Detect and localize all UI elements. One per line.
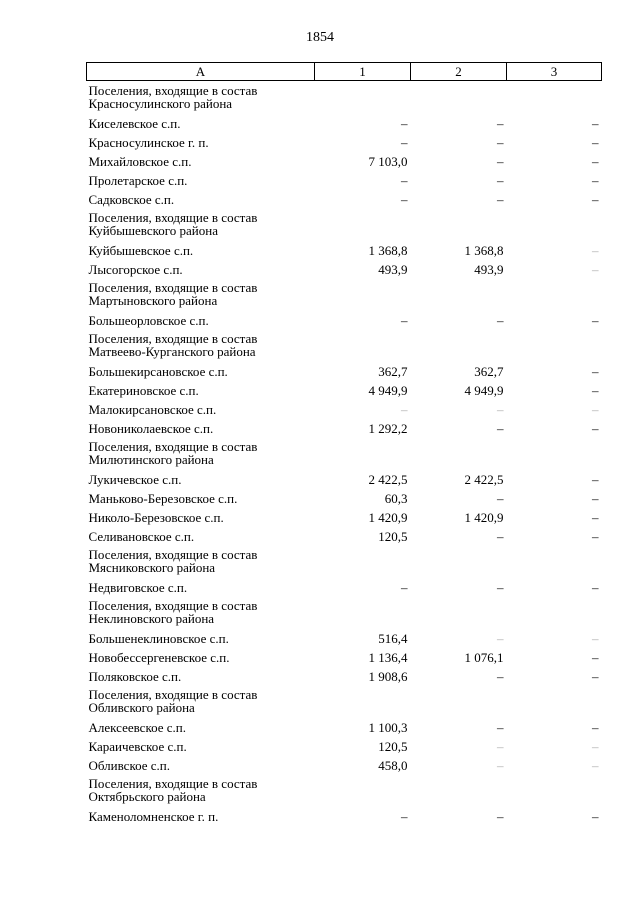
value-col-2: 1 368,8 — [464, 243, 504, 258]
table-row — [87, 647, 602, 666]
empty-cell — [315, 329, 411, 361]
settlement-name: Михайловское с.п. — [88, 154, 192, 169]
value-col-2: – — [497, 529, 504, 544]
settlement-name: Екатериновское с.п. — [88, 383, 199, 398]
empty-cell — [315, 437, 411, 469]
table-row — [87, 526, 602, 545]
value-col-2: – — [497, 580, 504, 595]
table-row — [87, 310, 602, 329]
settlement-name: Алексеевское с.п. — [88, 720, 186, 735]
value-col-3: – — [592, 491, 599, 506]
value-col-2: – — [497, 758, 504, 773]
table-row — [87, 469, 602, 488]
value-col-3: – — [592, 383, 599, 398]
value-col-2: – — [497, 116, 504, 131]
table-row — [87, 151, 602, 170]
value-col-3: – — [592, 720, 599, 735]
empty-cell — [411, 545, 507, 577]
value-col-2: – — [497, 313, 504, 328]
settlement-name: Садковское с.п. — [88, 192, 175, 207]
settlement-name: Пролетарское с.п. — [88, 173, 188, 188]
value-col-3: – — [592, 472, 599, 487]
empty-cell — [315, 278, 411, 310]
value-col-2: – — [497, 739, 504, 754]
empty-cell — [411, 329, 507, 361]
table-row — [87, 399, 602, 418]
empty-cell — [507, 81, 602, 114]
value-col-1: 2 422,5 — [368, 472, 408, 487]
value-col-2: 1 420,9 — [464, 510, 504, 525]
value-col-1: – — [401, 192, 408, 207]
value-col-3: – — [592, 402, 599, 417]
settlement-name: Поляковское с.п. — [88, 669, 182, 684]
column-header-1: 1 — [315, 63, 411, 81]
value-col-3: – — [592, 135, 599, 150]
value-col-1: – — [401, 313, 408, 328]
value-col-2: 493,9 — [474, 262, 504, 277]
empty-cell — [507, 329, 602, 361]
value-col-1: 1 368,8 — [368, 243, 408, 258]
value-col-3: – — [592, 262, 599, 277]
settlement-name: Большеорловское с.п. — [88, 313, 209, 328]
value-col-1: 362,7 — [378, 364, 408, 379]
group-header-row — [87, 774, 602, 806]
value-col-1: 1 136,4 — [368, 650, 408, 665]
settlement-name: Николо-Березовское с.п. — [88, 510, 224, 525]
settlement-name: Большенеклиновское с.п. — [88, 631, 229, 646]
settlement-name: Каменоломненское г. п. — [88, 809, 219, 824]
empty-cell — [411, 774, 507, 806]
table-row — [87, 755, 602, 774]
column-header-2: 2 — [411, 63, 507, 81]
table-row — [87, 717, 602, 736]
empty-cell — [315, 545, 411, 577]
value-col-2: – — [497, 402, 504, 417]
value-col-3: – — [592, 364, 599, 379]
empty-cell — [411, 437, 507, 469]
group-header-label: Поселения, входящие в состав Куйбышевского района — [88, 210, 258, 238]
value-col-2: – — [497, 720, 504, 735]
value-col-2: – — [497, 173, 504, 188]
value-col-3: – — [592, 809, 599, 824]
table-row — [87, 806, 602, 825]
value-col-1: – — [401, 173, 408, 188]
group-header-row — [87, 81, 602, 114]
value-col-1: 120,5 — [378, 529, 408, 544]
group-header-row — [87, 208, 602, 240]
empty-cell — [507, 685, 602, 717]
value-col-3: – — [592, 510, 599, 525]
empty-cell — [411, 596, 507, 628]
table-row — [87, 132, 602, 151]
value-col-2: – — [497, 669, 504, 684]
value-col-1: 4 949,9 — [368, 383, 408, 398]
settlement-name: Селивановское с.п. — [88, 529, 195, 544]
column-header-a: А — [87, 63, 315, 81]
value-col-1: 60,3 — [384, 491, 408, 506]
empty-cell — [411, 278, 507, 310]
value-col-3: – — [592, 650, 599, 665]
value-col-1: 7 103,0 — [368, 154, 408, 169]
group-header-label: Поселения, входящие в состав Обливского района — [88, 687, 258, 715]
group-header-row — [87, 278, 602, 310]
settlement-name: Маньково-Березовское с.п. — [88, 491, 238, 506]
empty-cell — [411, 81, 507, 114]
group-header-label: Поселения, входящие в состав Милютинского района — [88, 439, 258, 467]
value-col-3: – — [592, 529, 599, 544]
value-col-3: – — [592, 313, 599, 328]
value-col-1: 1 292,2 — [368, 421, 408, 436]
value-col-2: – — [497, 154, 504, 169]
value-col-3: – — [592, 758, 599, 773]
table-row — [87, 666, 602, 685]
table-row — [87, 170, 602, 189]
group-header-label: Поселения, входящие в состав Мясниковского района — [88, 547, 258, 575]
value-col-3: – — [592, 192, 599, 207]
table-row — [87, 488, 602, 507]
empty-cell — [411, 208, 507, 240]
settlement-name: Большекирсановское с.п. — [88, 364, 228, 379]
table-row — [87, 361, 602, 380]
value-col-2: – — [497, 421, 504, 436]
value-col-1: 120,5 — [378, 739, 408, 754]
group-header-label: Поселения, входящие в состав Красносулинского района — [88, 83, 258, 111]
table-row — [87, 113, 602, 132]
table-row — [87, 240, 602, 259]
value-col-2: – — [497, 192, 504, 207]
table-row — [87, 628, 602, 647]
value-col-2: 2 422,5 — [464, 472, 504, 487]
group-header-row — [87, 545, 602, 577]
value-col-3: – — [592, 739, 599, 754]
empty-cell — [507, 208, 602, 240]
value-col-1: – — [401, 135, 408, 150]
table-row — [87, 259, 602, 278]
group-header-row — [87, 685, 602, 717]
table-row — [87, 380, 602, 399]
value-col-1: 516,4 — [378, 631, 408, 646]
table-row — [87, 736, 602, 755]
value-col-3: – — [592, 580, 599, 595]
settlement-name: Лысогорское с.п. — [88, 262, 183, 277]
settlement-name: Малокирсановское с.п. — [88, 402, 217, 417]
group-header-row — [87, 437, 602, 469]
settlement-name: Караичевское с.п. — [88, 739, 187, 754]
table-row — [87, 418, 602, 437]
page-number: 1854 — [306, 30, 334, 45]
value-col-3: – — [592, 173, 599, 188]
group-header-row — [87, 596, 602, 628]
settlement-name: Недвиговское с.п. — [88, 580, 188, 595]
empty-cell — [411, 685, 507, 717]
empty-cell — [507, 596, 602, 628]
group-header-label: Поселения, входящие в состав Неклиновского района — [88, 598, 258, 626]
value-col-2: – — [497, 809, 504, 824]
value-col-3: – — [592, 243, 599, 258]
budget-table — [86, 62, 602, 825]
settlement-name: Куйбышевское с.п. — [88, 243, 194, 258]
value-col-1: – — [401, 116, 408, 131]
settlement-name: Киселевское с.п. — [88, 116, 181, 131]
value-col-3: – — [592, 116, 599, 131]
value-col-3: – — [592, 421, 599, 436]
empty-cell — [315, 774, 411, 806]
group-header-label: Поселения, входящие в состав Октябрьского района — [88, 776, 258, 804]
value-col-1: 458,0 — [378, 758, 408, 773]
value-col-1: 1 420,9 — [368, 510, 408, 525]
value-col-1: 1 908,6 — [368, 669, 408, 684]
empty-cell — [507, 545, 602, 577]
value-col-1: 1 100,3 — [368, 720, 408, 735]
value-col-2: – — [497, 491, 504, 506]
value-col-1: – — [401, 809, 408, 824]
value-col-2: 362,7 — [474, 364, 504, 379]
table-row — [87, 507, 602, 526]
empty-cell — [315, 685, 411, 717]
column-header-3: 3 — [507, 63, 602, 81]
value-col-1: – — [401, 580, 408, 595]
value-col-2: – — [497, 135, 504, 150]
empty-cell — [507, 437, 602, 469]
empty-cell — [315, 596, 411, 628]
value-col-2: – — [497, 631, 504, 646]
table-row — [87, 189, 602, 208]
value-col-2: 4 949,9 — [464, 383, 504, 398]
empty-cell — [507, 278, 602, 310]
value-col-2: 1 076,1 — [464, 650, 504, 665]
table-header-row — [87, 63, 602, 81]
table-row — [87, 577, 602, 596]
value-col-1: – — [401, 402, 408, 417]
value-col-1: 493,9 — [378, 262, 408, 277]
empty-cell — [507, 774, 602, 806]
value-col-3: – — [592, 154, 599, 169]
settlement-name: Красносулинское г. п. — [88, 135, 209, 150]
settlement-name: Новониколаевское с.п. — [88, 421, 214, 436]
settlement-name: Обливское с.п. — [88, 758, 171, 773]
group-header-row — [87, 329, 602, 361]
settlement-name: Лукичевское с.п. — [88, 472, 182, 487]
group-header-label: Поселения, входящие в состав Матвеево-Курганского района — [88, 331, 258, 359]
empty-cell — [315, 208, 411, 240]
value-col-3: – — [592, 631, 599, 646]
group-header-label: Поселения, входящие в состав Мартыновского района — [88, 280, 258, 308]
empty-cell — [315, 81, 411, 114]
value-col-3: – — [592, 669, 599, 684]
settlement-name: Новобессергеневское с.п. — [88, 650, 230, 665]
